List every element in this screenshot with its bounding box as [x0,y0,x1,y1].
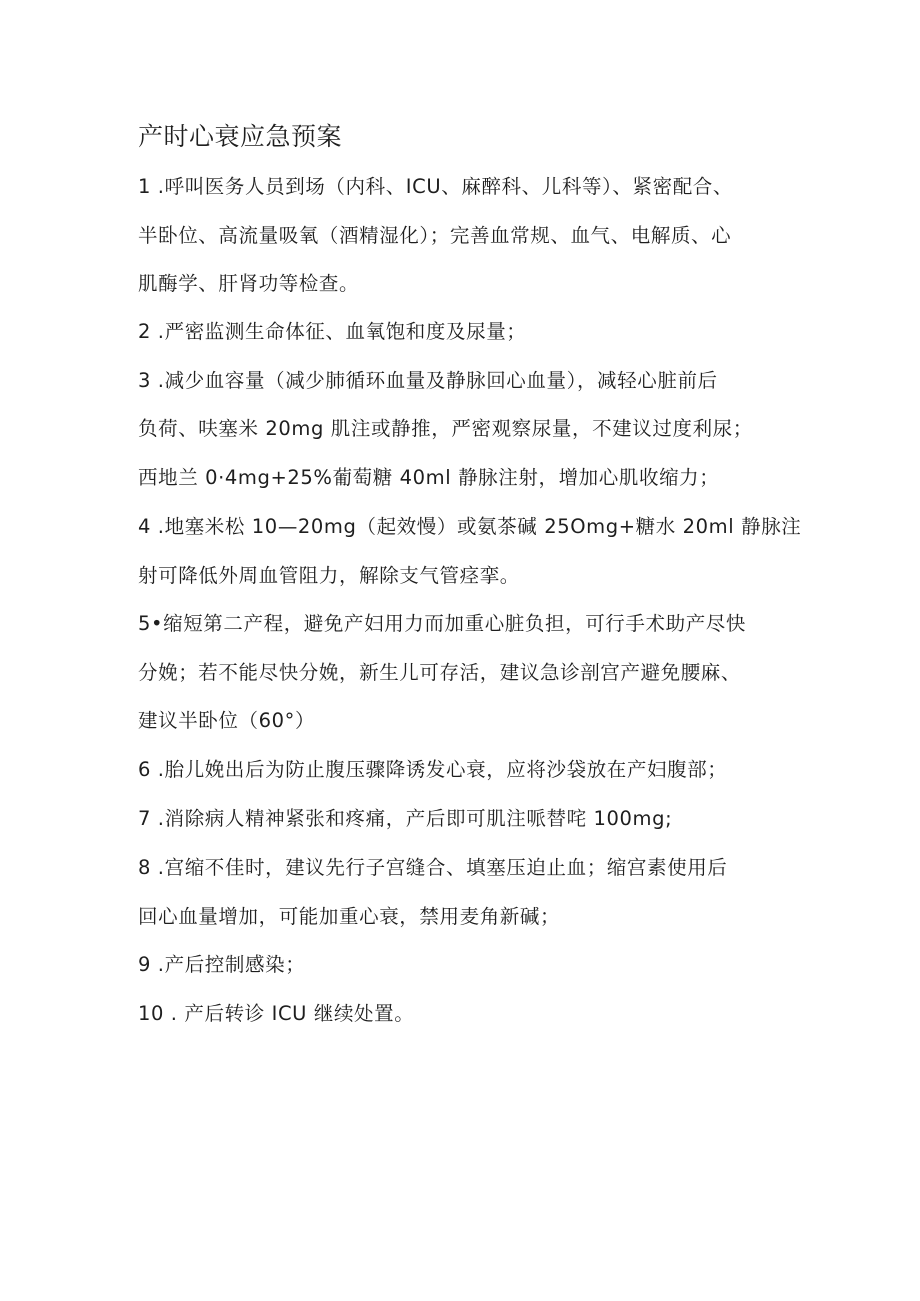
text-line-18: 10 . 产后转诊 ICU 继续处置。 [138,1002,415,1025]
text-line-6: 负荷、呋塞米 20mg 肌注或静推，严密观察尿量，不建议过度利尿； [138,417,753,440]
text-line-8: 4 .地塞米松 10—20mg（起效慢）或氨茶碱 25Omg+糖水 20ml 静脉注 [138,515,802,538]
text-line-1: 1 .呼叫医务人员到场（内科、ICU、麻醉科、儿科等）、紧密配合、 [138,175,733,198]
text-line-9: 射可降低外周血管阻力，解除支气管痉挛。 [138,564,520,587]
text-line-2: 半卧位、高流量吸氧（酒精湿化）；完善血常规、血气、电解质、心 [138,224,732,247]
text-line-15: 8 .宫缩不佳时，建议先行子宫缝合、填塞压迫止血；缩宫素使用后 [138,856,728,879]
text-line-7: 西地兰 0·4mg+25%葡萄糖 40ml 静脉注射，增加心肌收缩力； [138,466,720,489]
text-line-10: 5•缩短第二产程，避免产妇用力而加重心脏负担，可行手术助产尽快 [138,612,747,635]
document-title: 产时心衰应急预案 [138,122,343,151]
text-line-12: 建议半卧位（60°） [138,709,316,732]
text-line-4: 2 .严密监测生命体征、血氧饱和度及尿量； [138,320,527,343]
text-line-17: 9 .产后控制感染； [138,953,306,976]
text-line-3: 肌酶学、肝肾功等检查。 [138,272,360,295]
text-line-14: 7 .消除病人精神紧张和疼痛，产后即可肌注哌替咤 100mg; [138,807,673,830]
text-line-13: 6 .胎儿娩出后为防止腹压骤降诱发心衰，应将沙袋放在产妇腹部； [138,758,728,781]
text-line-5: 3 .减少血容量（减少肺循环血量及静脉回心血量），减轻心脏前后 [138,369,718,392]
text-line-11: 分娩；若不能尽快分娩，新生儿可存活，建议急诊剖宫产避免腰麻、 [138,661,742,684]
text-line-16: 回心血量增加，可能加重心衰，禁用麦角新碱； [138,905,561,928]
